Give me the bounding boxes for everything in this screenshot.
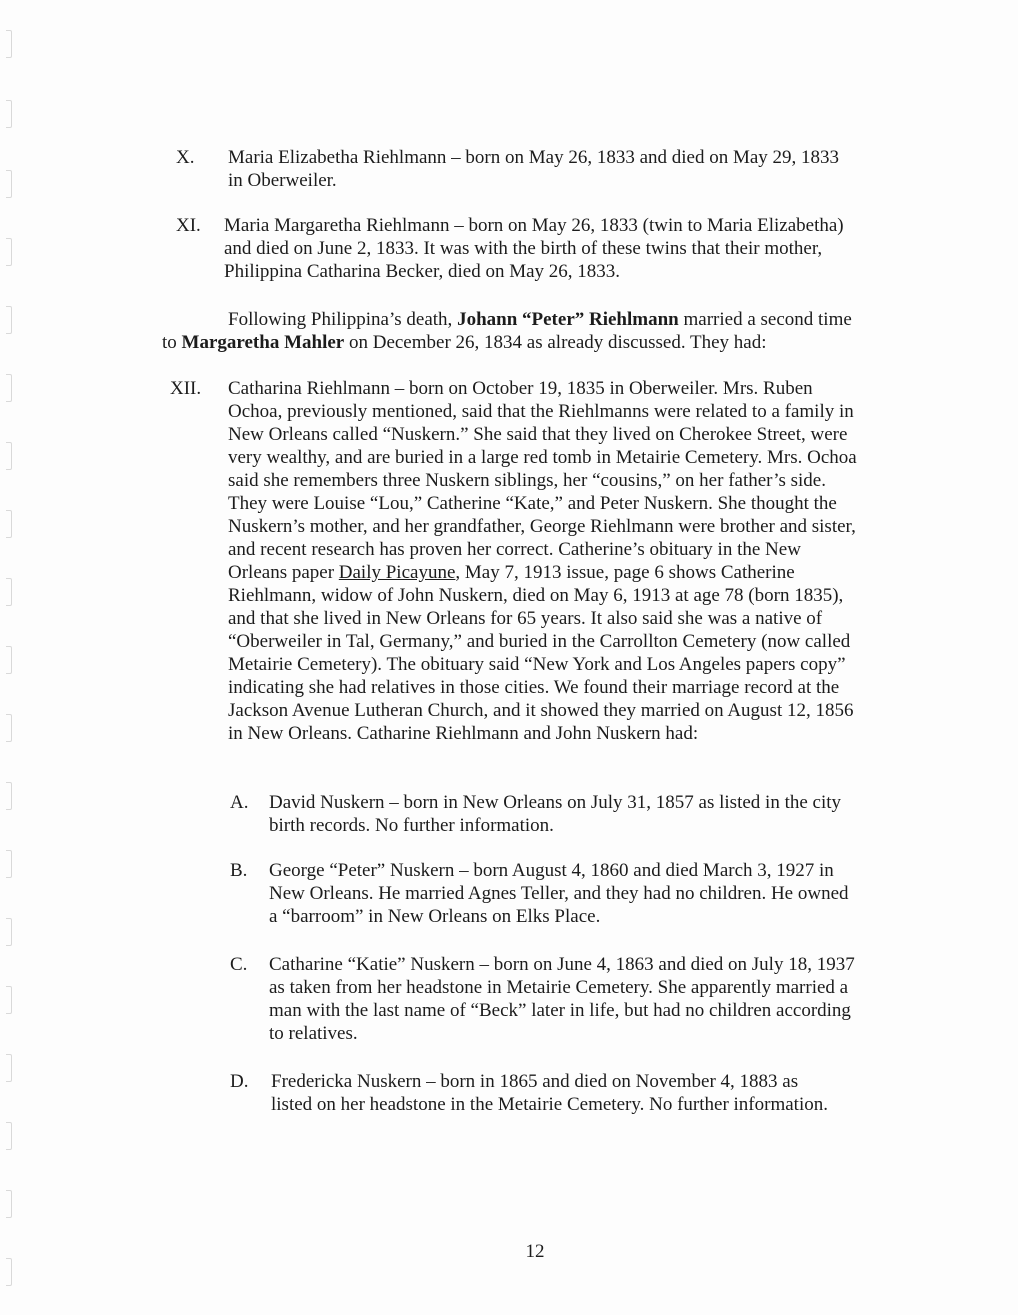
person-name: Johann “Peter” Riehlmann <box>457 309 679 330</box>
entry-text-part: Catharina Riehlmann – born on October 19, 1835 in Oberweiler. Mrs. Ruben Ochoa, previously mentioned, said that the Riehlmanns were related to a family in New Orleans called “Nuskern.” She said that they lived on Cherokee Street, were very wealthy, and are buried in a large red tomb in Metairie Cemetery. Mrs. Ochoa said she remembers three Nuskern siblings, her “cousins,” on her father’s side. They were Louise “Lou,” Catherine “Kate,” and Peter Nuskern. She thought the Nuskern’s mother, and her grandfather, George Riehlmann were brother and sister, and recent research has proven her correct. Catherine’s obituary in the New Orleans paper <box>228 378 857 583</box>
person-name: Margaretha Mahler <box>181 332 345 353</box>
binder-mark <box>6 1122 12 1150</box>
binder-mark <box>6 578 12 606</box>
binder-mark <box>6 782 12 810</box>
entry-text <box>228 377 860 745</box>
child-letter: B. <box>230 860 248 881</box>
binder-mark <box>6 1054 12 1082</box>
binder-mark <box>6 918 12 946</box>
binder-mark <box>6 1190 12 1218</box>
child-text: George “Peter” Nuskern – born August 4, 1860 and died March 3, 1927 in New Orleans. He married Agnes Teller, and they had no children. He owned a “barroom” in New Orleans on Elks Place. <box>269 860 849 927</box>
binder-mark <box>6 374 12 402</box>
binder-mark <box>6 442 12 470</box>
child-letter: C. <box>230 954 248 975</box>
transition-text: on December 26, 1834 as already discussed. They had: <box>348 332 767 353</box>
page-number: 12 <box>525 1241 545 1262</box>
entry-text-part: , May 7, 1913 issue, page 6 shows Catherine Riehlmann, widow of John Nuskern, died on May 6, 1913 at age 78 (born 1835), and that she lived in New Orleans for 65 years. It also said she was a native of “Oberweiler in Tal, Germany,” and buried in the Carrollton Cemetery (now called Metairie Cemetery). The obituary said “New York and Los Angeles papers copy” indicating she had relatives in those cities. We found their marriage record at the Jackson Avenue Lutheran Church, and it showed they married on August 12, 1856 in New Orleans. Catharine Riehlmann and John Nuskern had: <box>228 562 854 744</box>
binder-mark <box>6 986 12 1014</box>
entry-text: Maria Elizabetha Riehlmann – born on May 26, 1833 and died on May 29, 1833 in Oberweiler. <box>228 147 840 191</box>
binder-mark <box>6 238 12 266</box>
binder-mark <box>6 646 12 674</box>
binder-mark <box>6 30 12 58</box>
entry-numeral: X. <box>176 147 195 168</box>
entry-numeral: XII. <box>170 378 202 399</box>
transition-text: Following Philippina’s death, <box>228 309 453 330</box>
binder-mark <box>6 100 12 128</box>
newspaper-title: Daily Picayune <box>338 562 456 583</box>
transition-text: married a second time to <box>162 309 852 353</box>
entry-numeral: XI. <box>176 215 201 236</box>
child-text: Catharine “Katie” Nuskern – born on June 4, 1863 and died on July 18, 1937 as taken from her headstone in Metairie Cemetery. She apparently married a man with the last name of “Beck” later in life, but had no children according to relatives. <box>269 954 855 1044</box>
entry-text: Maria Margaretha Riehlmann – born on May 26, 1833 (twin to Maria Elizabetha) and died on June 2, 1833. It was with the birth of these twins that their mother, Philippina Catharina Becker, died on May 26, 1833. <box>224 215 844 282</box>
child-text: Fredericka Nuskern – born in 1865 and died on November 4, 1883 as listed on her headstone in the Metairie Cemetery. No further information. <box>271 1071 828 1115</box>
binder-mark <box>6 306 12 334</box>
child-text: David Nuskern – born in New Orleans on July 31, 1857 as listed in the city birth records. No further information. <box>269 792 842 836</box>
binder-mark <box>6 850 12 878</box>
binder-mark <box>6 714 12 742</box>
binder-mark <box>6 510 12 538</box>
transition-paragraph <box>162 308 862 354</box>
binder-mark <box>6 170 12 198</box>
child-letter: A. <box>230 792 249 813</box>
child-letter: D. <box>230 1071 249 1092</box>
